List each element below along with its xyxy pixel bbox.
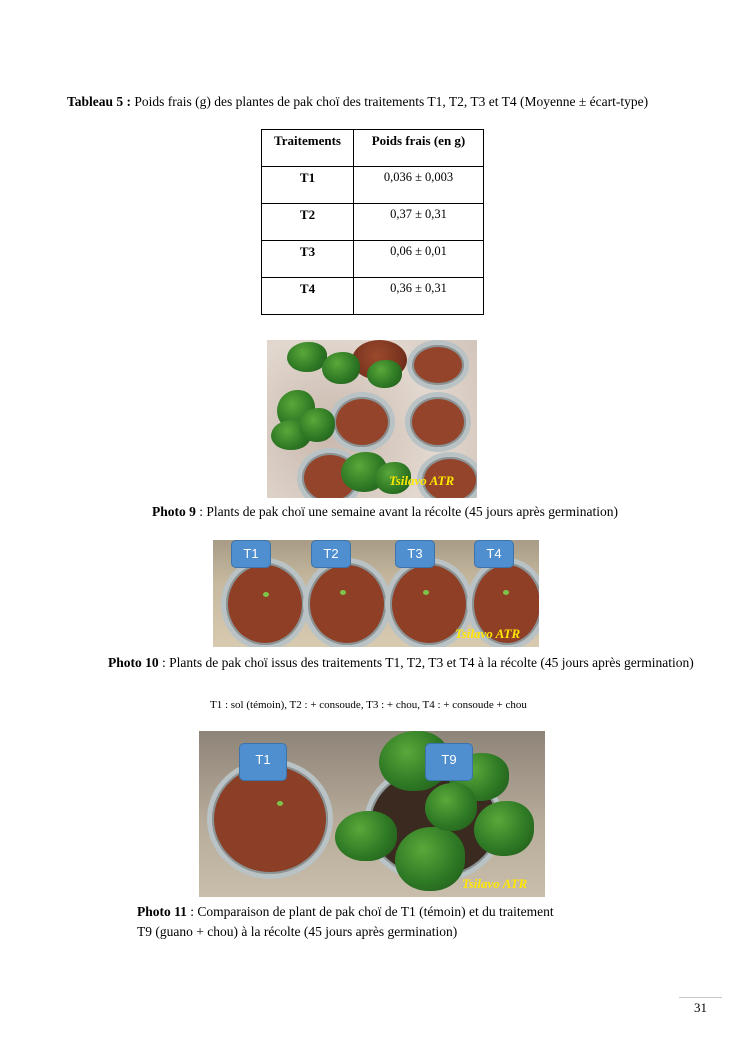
tag-t3: T3 (395, 540, 435, 568)
photo-11-caption-label: Photo 11 (137, 904, 187, 919)
photo-11-caption-line-1 (137, 902, 657, 922)
table-header-treatments: Traitements (262, 130, 354, 167)
pak-choi-leaf (322, 352, 360, 384)
photo-9-caption (152, 502, 712, 522)
pak-choi-leaf (367, 360, 402, 388)
pak-choi-leaf (287, 342, 327, 372)
fresh-weight-cell: 0,06 ± 0,01 (354, 241, 484, 278)
pak-choi-leaf (425, 783, 477, 831)
pot (329, 392, 395, 452)
seedling (263, 592, 269, 597)
pak-choi-leaf (335, 811, 397, 861)
treatment-cell: T1 (262, 167, 354, 204)
pak-choi-leaf (299, 408, 335, 442)
fresh-weight-cell: 0,36 ± 0,31 (354, 278, 484, 315)
table-row (262, 241, 484, 278)
fresh-weight-table (261, 129, 484, 315)
photo-10-watermark: Tsilavo ATR (455, 626, 521, 641)
seedling (503, 590, 509, 595)
photo-10-caption-text: : Plants de pak choï issus des traitements T1, T2, T3 et T4 à la récolte (45 jours après germination) (158, 655, 694, 670)
table-caption-text: Poids frais (g) des plantes de pak choï des traitements T1, T2, T3 et T4 (Moyenne ± écart-type) (131, 94, 649, 109)
tag-t2: T2 (311, 540, 351, 568)
table-header-row (262, 130, 484, 167)
pot-t2 (303, 558, 391, 647)
photo-9-caption-text: : Plants de pak choï une semaine avant la récolte (45 jours après germination) (195, 504, 618, 519)
photo-11-watermark: Tsilavo ATR (462, 876, 528, 891)
photo-11 (199, 731, 545, 897)
fresh-weight-cell: 0,036 ± 0,003 (354, 167, 484, 204)
photo-11-caption-text-1: : Comparaison de plant de pak choï de T1 (témoin) et du traitement (186, 904, 554, 919)
treatment-cell: T4 (262, 278, 354, 315)
photo-11-caption-text-2: T9 (guano + chou) à la récolte (45 jours après germination) (137, 924, 458, 939)
table-header-fresh-weight: Poids frais (en g) (354, 130, 484, 167)
photo-10-caption (108, 653, 698, 673)
pot (405, 392, 471, 452)
photo-10-legend: T1 : sol (témoin), T2 : + consoude, T3 : + chou, T4 : + consoude + chou (210, 699, 527, 711)
tag-t4: T4 (474, 540, 514, 568)
table-row (262, 204, 484, 241)
table-caption (67, 92, 727, 112)
table-row (262, 167, 484, 204)
treatment-cell: T2 (262, 204, 354, 241)
photo-10-caption-label: Photo 10 (108, 655, 159, 670)
page-number: 31 (694, 1000, 707, 1015)
tag-t1: T1 (231, 540, 271, 568)
pak-choi-leaf (474, 801, 534, 856)
tag-t9: T9 (425, 743, 473, 781)
photo-10 (213, 540, 539, 647)
tag-t1: T1 (239, 743, 287, 781)
table-row (262, 278, 484, 315)
photo-11-caption (137, 902, 657, 942)
seedling (423, 590, 429, 595)
photo-9-watermark: Tsilavo ATR (389, 473, 455, 488)
pot (407, 340, 469, 390)
table-caption-label: Tableau 5 : (67, 94, 132, 109)
photo-9-caption-label: Photo 9 (152, 504, 196, 519)
treatment-cell: T3 (262, 241, 354, 278)
pot-t1 (221, 558, 309, 647)
seedling (340, 590, 346, 595)
page-number-rule (679, 997, 722, 998)
photo-9 (267, 340, 477, 498)
fresh-weight-cell: 0,37 ± 0,31 (354, 204, 484, 241)
seedling (277, 801, 283, 806)
pak-choi-leaf (395, 827, 465, 891)
